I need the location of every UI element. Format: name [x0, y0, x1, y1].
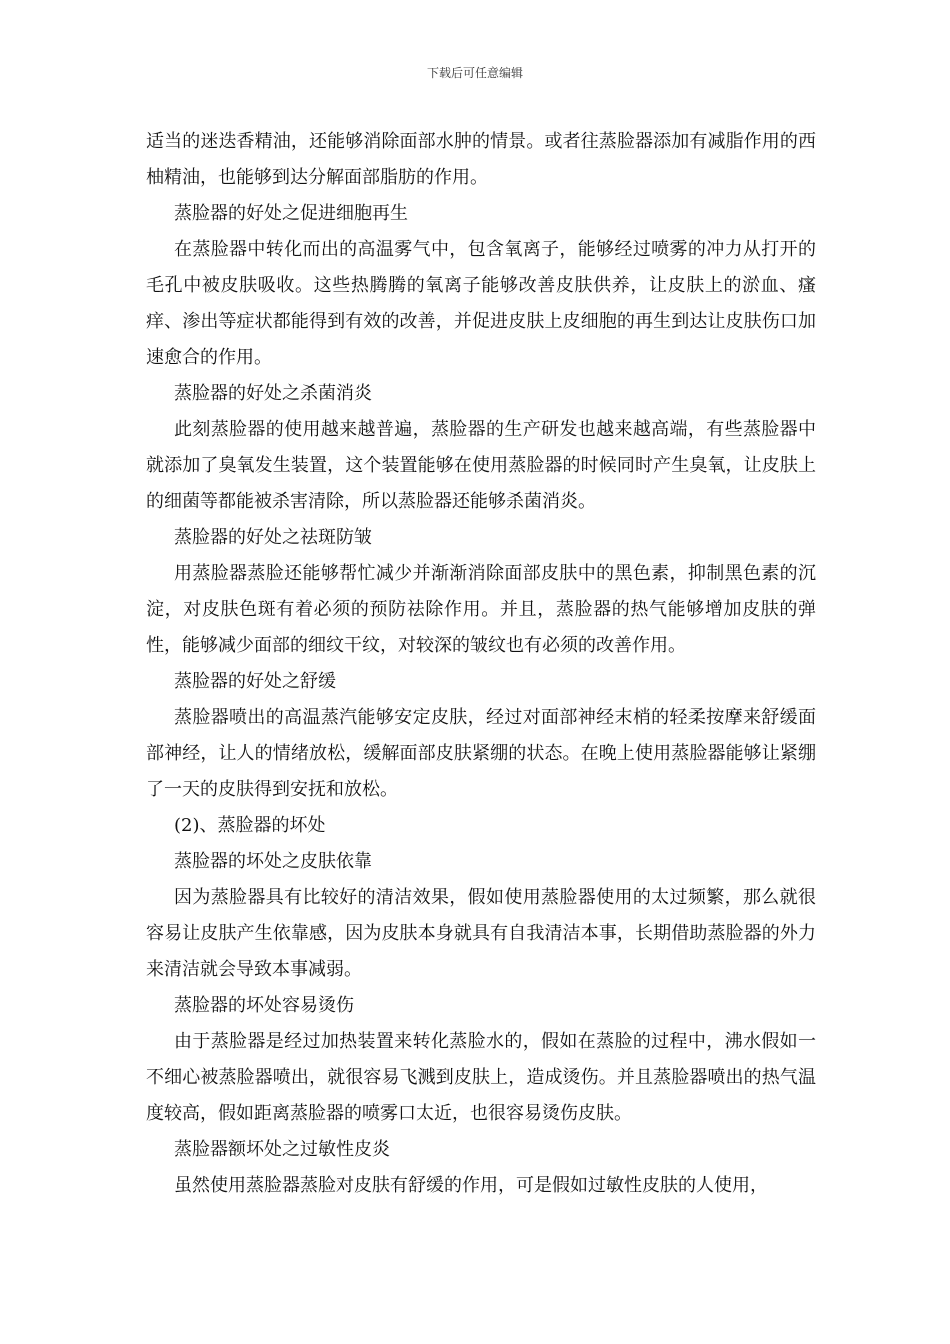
section-heading-anti-spot: 蒸脸器的好处之祛斑防皱 [174, 527, 372, 548]
document-body [146, 124, 816, 1204]
paragraph-skin-dependence: 因为蒸脸器具有比较好的清洁效果，假如使用蒸脸器使用的太过频繁，那么就很容易让皮肤产生依靠感，因为皮肤本身就具有自我清洁本事，长期借助蒸脸器的外力来清洁就会导致本事减弱。 [146, 887, 816, 980]
paragraph-allergic-dermatitis: 虽然使用蒸脸器蒸脸对皮肤有舒缓的作用，可是假如过敏性皮肤的人使用， [174, 1175, 768, 1196]
paragraph-anti-spot: 用蒸脸器蒸脸还能够帮忙减少并渐渐消除面部皮肤中的黑色素，抑制黑色素的沉淀，对皮肤色斑有着必须的预防祛除作用。并且，蒸脸器的热气能够增加皮肤的弹性，能够减少面部的细纹干纹，对较深的皱纹也有必须的改善作用。 [146, 563, 816, 656]
page-header: 下载后可任意编辑 [426, 66, 523, 80]
paragraph-cell-regeneration: 在蒸脸器中转化而出的高温雾气中，包含氧离子，能够经过喷雾的冲力从打开的毛孔中被皮肤吸收。这些热腾腾的氧离子能够改善皮肤供养，让皮肤上的淤血、瘙痒、渗出等症状都能得到有效的改善，并促进皮肤上皮细胞的再生到达让皮肤伤口加速愈合的作用。 [146, 239, 816, 368]
section-heading-soothe: 蒸脸器的好处之舒缓 [174, 671, 336, 692]
section-heading-cell-regeneration: 蒸脸器的好处之促进细胞再生 [174, 203, 408, 224]
section-heading-disadvantages: (2)、蒸脸器的坏处 [174, 815, 326, 836]
paragraph-sterilize: 此刻蒸脸器的使用越来越普遍，蒸脸器的生产研发也越来越高端，有些蒸脸器中就添加了臭氧发生装置，这个装置能够在使用蒸脸器的时候同时产生臭氧，让皮肤上的细菌等都能被杀害清除，所以蒸脸器还能够杀菌消炎。 [146, 419, 816, 512]
section-heading-skin-dependence: 蒸脸器的坏处之皮肤依靠 [174, 851, 372, 872]
paragraph-continuation: 适当的迷迭香精油，还能够消除面部水肿的情景。或者往蒸脸器添加有减脂作用的西柚精油，也能够到达分解面部脂肪的作用。 [146, 131, 816, 188]
section-heading-sterilize: 蒸脸器的好处之杀菌消炎 [174, 383, 372, 404]
paragraph-scald: 由于蒸脸器是经过加热装置来转化蒸脸水的，假如在蒸脸的过程中，沸水假如一不细心被蒸脸器喷出，就很容易飞溅到皮肤上，造成烫伤。并且蒸脸器喷出的热气温度较高，假如距离蒸脸器的喷雾口太近，也很容易烫伤皮肤。 [146, 1031, 816, 1124]
section-heading-allergic-dermatitis: 蒸脸器额坏处之过敏性皮炎 [174, 1139, 390, 1160]
section-heading-scald: 蒸脸器的坏处容易烫伤 [174, 995, 354, 1016]
paragraph-soothe: 蒸脸器喷出的高温蒸汽能够安定皮肤，经过对面部神经末梢的轻柔按摩来舒缓面部神经，让人的情绪放松，缓解面部皮肤紧绷的状态。在晚上使用蒸脸器能够让紧绷了一天的皮肤得到安抚和放松。 [146, 707, 816, 800]
